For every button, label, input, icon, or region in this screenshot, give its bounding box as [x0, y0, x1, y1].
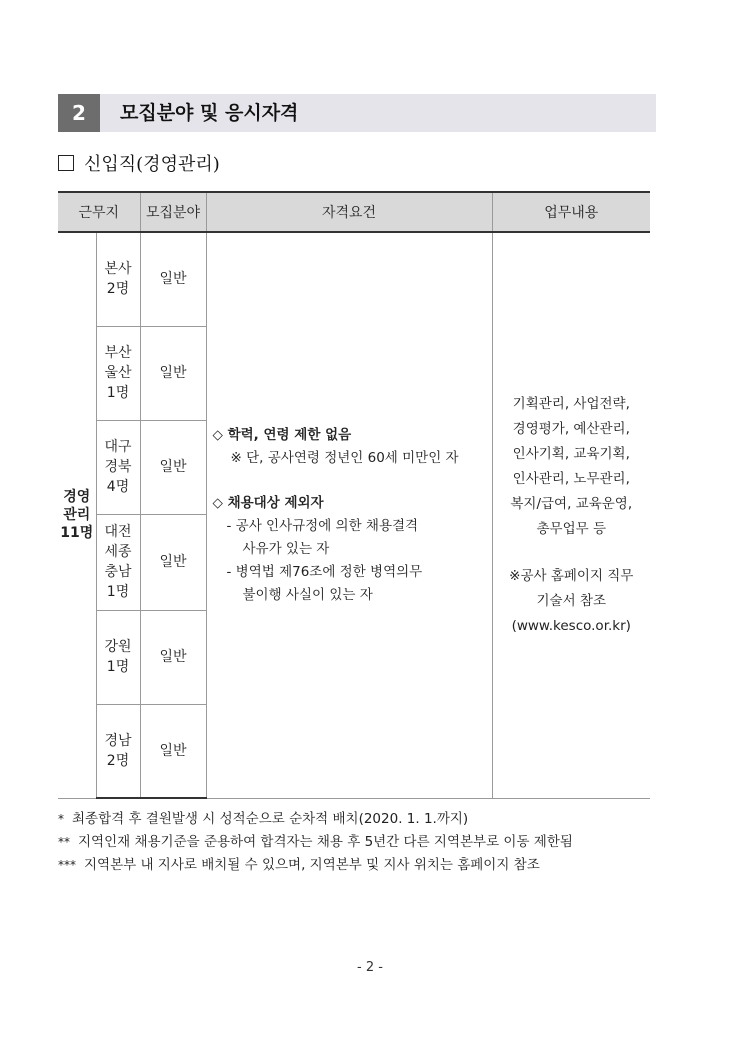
- footnote-text: 지역인재 채용기준을 준용하여 합격자는 채용 후 5년간 다른 지역본부로 이동 제한됨: [78, 834, 573, 850]
- header-requirements: 자격요건: [206, 192, 492, 232]
- duty-line: 기술서 참조: [536, 592, 607, 609]
- location-line: 4명: [106, 479, 130, 495]
- region-line: 11명: [60, 525, 94, 542]
- requirement-note: ※ 단, 공사연령 정년인 60세 미만인 자: [230, 449, 459, 466]
- footnote-text: 최종합격 후 결원발생 시 성적순으로 순차적 배치(2020. 1. 1.까지): [72, 811, 469, 827]
- location-line: 경북: [104, 459, 132, 475]
- location-line: 충남: [104, 564, 132, 580]
- exclusion-item-line: - 공사 인사규정에 의한 채용결격: [226, 517, 419, 534]
- header-category: 모집분야: [140, 192, 206, 232]
- category-cell: 일반: [140, 610, 206, 704]
- requirement-heading-1: ◇ 학력, 연령 제한 없음: [212, 426, 352, 443]
- footnote: [58, 808, 573, 831]
- region-cell: [58, 232, 96, 798]
- footnote: [58, 854, 573, 877]
- footnote: [58, 831, 573, 854]
- region-line: 관리: [63, 507, 91, 524]
- region-line: 경영: [63, 489, 91, 506]
- location-line: 1명: [106, 584, 130, 600]
- header-location: 근무지: [58, 192, 140, 232]
- category-cell: 일반: [140, 704, 206, 798]
- checkbox-square-icon: [58, 155, 74, 171]
- location-line: 울산: [104, 365, 132, 381]
- location-cell: [96, 704, 140, 798]
- location-line: 세종: [104, 544, 132, 560]
- exclusion-item-line: 불이행 사실이 있는 자: [242, 586, 373, 603]
- table-row: [58, 232, 650, 326]
- exclusion-item-line: 사유가 있는 자: [242, 540, 330, 557]
- section-title: 모집분야 및 응시자격: [120, 102, 299, 124]
- location-cell: [96, 232, 140, 326]
- requirements-cell: [206, 232, 492, 798]
- duty-line: 기획관리, 사업전략,: [512, 395, 630, 412]
- location-line: 대전: [104, 524, 132, 540]
- duty-line: 복지/급여, 교육운영,: [510, 495, 633, 512]
- spacer: [497, 542, 647, 564]
- table-header-row: [58, 192, 650, 232]
- category-cell: 일반: [140, 420, 206, 514]
- duty-line: 경영평가, 예산관리,: [512, 420, 630, 437]
- footnote-mark: **: [58, 835, 70, 849]
- category-cell: 일반: [140, 326, 206, 420]
- category-cell: 일반: [140, 232, 206, 326]
- location-line: 1명: [106, 659, 130, 675]
- requirement-heading-2: ◇ 채용대상 제외자: [212, 494, 324, 511]
- footnote-mark: *: [58, 812, 64, 826]
- section-header: [58, 94, 656, 132]
- duties-cell: [492, 232, 650, 798]
- page-number: - 2 -: [357, 960, 383, 975]
- location-cell: [96, 610, 140, 704]
- location-line: 경남: [104, 732, 132, 749]
- subheading: [58, 150, 220, 176]
- duty-line: 인사관리, 노무관리,: [512, 470, 630, 487]
- duty-line: 총무업무 등: [536, 520, 607, 537]
- location-cell: [96, 420, 140, 514]
- location-cell: [96, 326, 140, 420]
- location-cell: [96, 514, 140, 610]
- recruitment-table: [58, 191, 650, 799]
- location-line: 강원: [104, 639, 132, 655]
- spacer: [213, 470, 486, 492]
- duty-line: 인사기획, 교육기획,: [512, 445, 630, 462]
- location-line: 대구: [104, 439, 132, 455]
- location-line: 본사: [104, 261, 132, 278]
- location-line: 2명: [106, 281, 130, 298]
- category-cell: 일반: [140, 514, 206, 610]
- duty-line: (www.kesco.or.kr): [511, 617, 631, 634]
- footnote-mark: ***: [58, 858, 76, 872]
- location-line: 부산: [104, 345, 132, 361]
- header-duties: 업무내용: [492, 192, 650, 232]
- footnotes: [58, 808, 573, 877]
- footnote-text: 지역본부 내 지사로 배치될 수 있으며, 지역본부 및 지사 위치는 홈페이지 참조: [84, 857, 540, 873]
- duty-line: ※공사 홈페이지 직무: [509, 567, 634, 584]
- location-line: 1명: [106, 385, 130, 401]
- exclusion-item-line: - 병역법 제76조에 정한 병역의무: [226, 563, 423, 580]
- subheading-text: 신입직(경영관리): [84, 154, 220, 175]
- section-number: 2: [58, 94, 100, 132]
- location-line: 2명: [106, 752, 130, 769]
